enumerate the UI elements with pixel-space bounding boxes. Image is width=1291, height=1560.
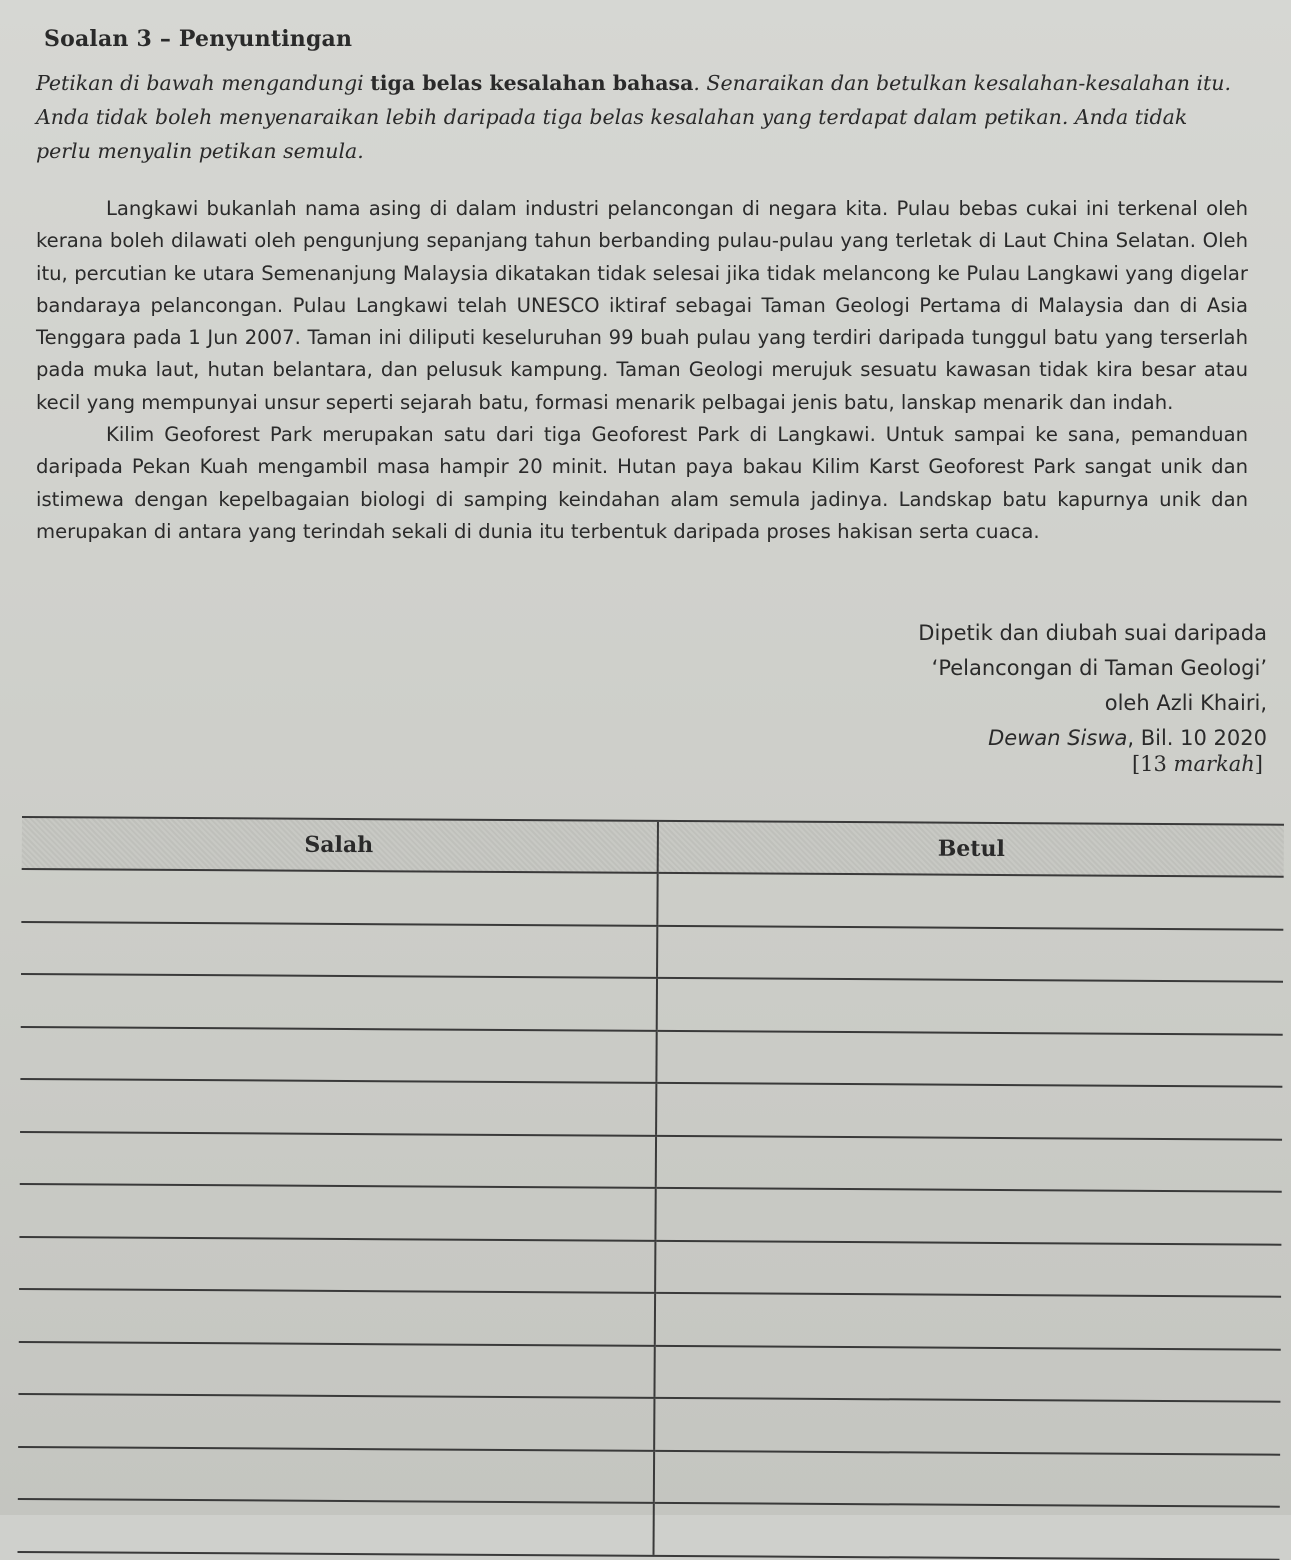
betul-cell[interactable] — [655, 1293, 1281, 1349]
salah-cell[interactable] — [18, 1446, 654, 1502]
source-issue: , Bil. 10 2020 — [1127, 726, 1267, 750]
betul-cell[interactable] — [657, 925, 1283, 981]
salah-cell[interactable] — [18, 1499, 654, 1555]
table-row — [19, 1236, 1281, 1296]
betul-cell[interactable] — [656, 1135, 1282, 1191]
salah-cell[interactable] — [18, 1341, 654, 1397]
table-row — [19, 1184, 1281, 1244]
salah-cell[interactable] — [18, 1394, 654, 1450]
source-line-2: ‘Pelancongan di Taman Geologi’ — [931, 656, 1267, 680]
marks-close: ] — [1254, 752, 1263, 776]
table-row — [18, 1341, 1280, 1401]
table-row — [18, 1499, 1280, 1559]
passage — [36, 193, 1248, 548]
table-row — [20, 1026, 1282, 1086]
marks-open: [13 — [1131, 752, 1174, 776]
table-row — [21, 921, 1283, 981]
answer-table — [18, 816, 1284, 1560]
betul-cell[interactable] — [655, 1188, 1281, 1244]
salah-cell[interactable] — [20, 1131, 656, 1187]
answer-table-header — [22, 817, 1284, 877]
passage-paragraph-2: Kilim Geoforest Park merupakan satu dari tiga Geoforest Park di Langkawi. Untuk sampai ke sana, pemanduan daripada Pekan Kuah mengambil masa hampir 20 minit. Hutan paya bakau Kilim Karst Geoforest Park sangat unik dan istimewa dengan kepelbagaian biologi di samping keindahan alam semula jadinya. Landskap batu kapurnya unik dan merupakan di antara yang terindah sekali di dunia itu terbentuk daripada proses hakisan serta cuaca. — [36, 423, 1248, 543]
source-line-1: Dipetik dan diubah suai daripada — [918, 621, 1267, 645]
salah-cell[interactable] — [21, 921, 657, 977]
instructions-bold: tiga belas kesalahan bahasa — [370, 71, 694, 95]
passage-paragraph-1: Langkawi bukanlah nama asing di dalam industri pelancongan di negara kita. Pulau bebas cukai ini terkenal oleh kerana boleh dilawati oleh pengunjung sepanjang tahun berbanding pulau-pulau yang terletak di Laut China Selatan. Oleh itu, percutian ke utara Semenanjung Malaysia dikatakan tidak selesai jika tidak melancong ke Pulau Langkawi yang digelar bandaraya pelancongan. Pulau Langkawi telah UNESCO iktiraf sebagai Taman Geologi Pertama di Malaysia dan di Asia Tenggara pada 1 Jun 2007. Taman ini diliputi keseluruhan 99 buah pulau yang terdiri daripada tunggul batu yang terserlah pada muka laut, hutan belantara, dan pelusuk kampung. Taman Geologi merujuk sesuatu kawasan tidak kira besar atau kecil yang mempunyai unsur seperti sejarah batu, formasi menarik pelbagai jenis batu, lanskap menarik dan indah. — [36, 197, 1248, 414]
header-betul: Betul — [658, 821, 1284, 877]
betul-cell[interactable] — [653, 1503, 1279, 1559]
betul-cell[interactable] — [654, 1450, 1280, 1506]
instructions-text-1: Petikan di bawah mengandungi — [36, 71, 371, 95]
instructions — [36, 66, 1246, 168]
source-line-4 — [918, 721, 1267, 756]
source-publication: Dewan Siswa — [988, 726, 1128, 750]
marks-word: markah — [1173, 752, 1255, 776]
salah-cell[interactable] — [19, 1236, 655, 1292]
betul-cell[interactable] — [655, 1240, 1281, 1296]
table-row — [20, 1079, 1282, 1139]
table-row — [21, 974, 1283, 1034]
salah-cell[interactable] — [20, 1079, 656, 1135]
marks-label — [1132, 752, 1263, 776]
table-row — [19, 1289, 1281, 1349]
betul-cell[interactable] — [654, 1345, 1280, 1401]
salah-cell[interactable] — [21, 974, 657, 1030]
salah-cell[interactable] — [20, 1026, 656, 1082]
instructions-text-2: . Senaraikan dan betulkan kesalahan-kesalahan itu. Anda tidak boleh menyenaraikan lebih daripada tiga belas kesalahan yang terdapat dalam petikan. Anda tidak perlu menyalin petikan semula. — [36, 71, 1232, 163]
table-row — [20, 1131, 1282, 1191]
table-row — [18, 1394, 1280, 1454]
question-title: Soalan 3 – Penyuntingan — [44, 26, 353, 52]
betul-cell[interactable] — [656, 1083, 1282, 1139]
betul-cell[interactable] — [656, 1030, 1282, 1086]
salah-cell[interactable] — [19, 1289, 655, 1345]
table-row — [18, 1446, 1280, 1506]
answer-rows — [18, 869, 1284, 1559]
source-citation — [918, 616, 1267, 756]
betul-cell[interactable] — [657, 873, 1283, 929]
header-salah: Salah — [22, 817, 658, 873]
betul-cell[interactable] — [654, 1398, 1280, 1454]
salah-cell[interactable] — [19, 1184, 655, 1240]
source-line-3: oleh Azli Khairi, — [1104, 691, 1267, 715]
betul-cell[interactable] — [657, 978, 1283, 1034]
salah-cell[interactable] — [21, 869, 657, 925]
table-row — [21, 869, 1283, 929]
